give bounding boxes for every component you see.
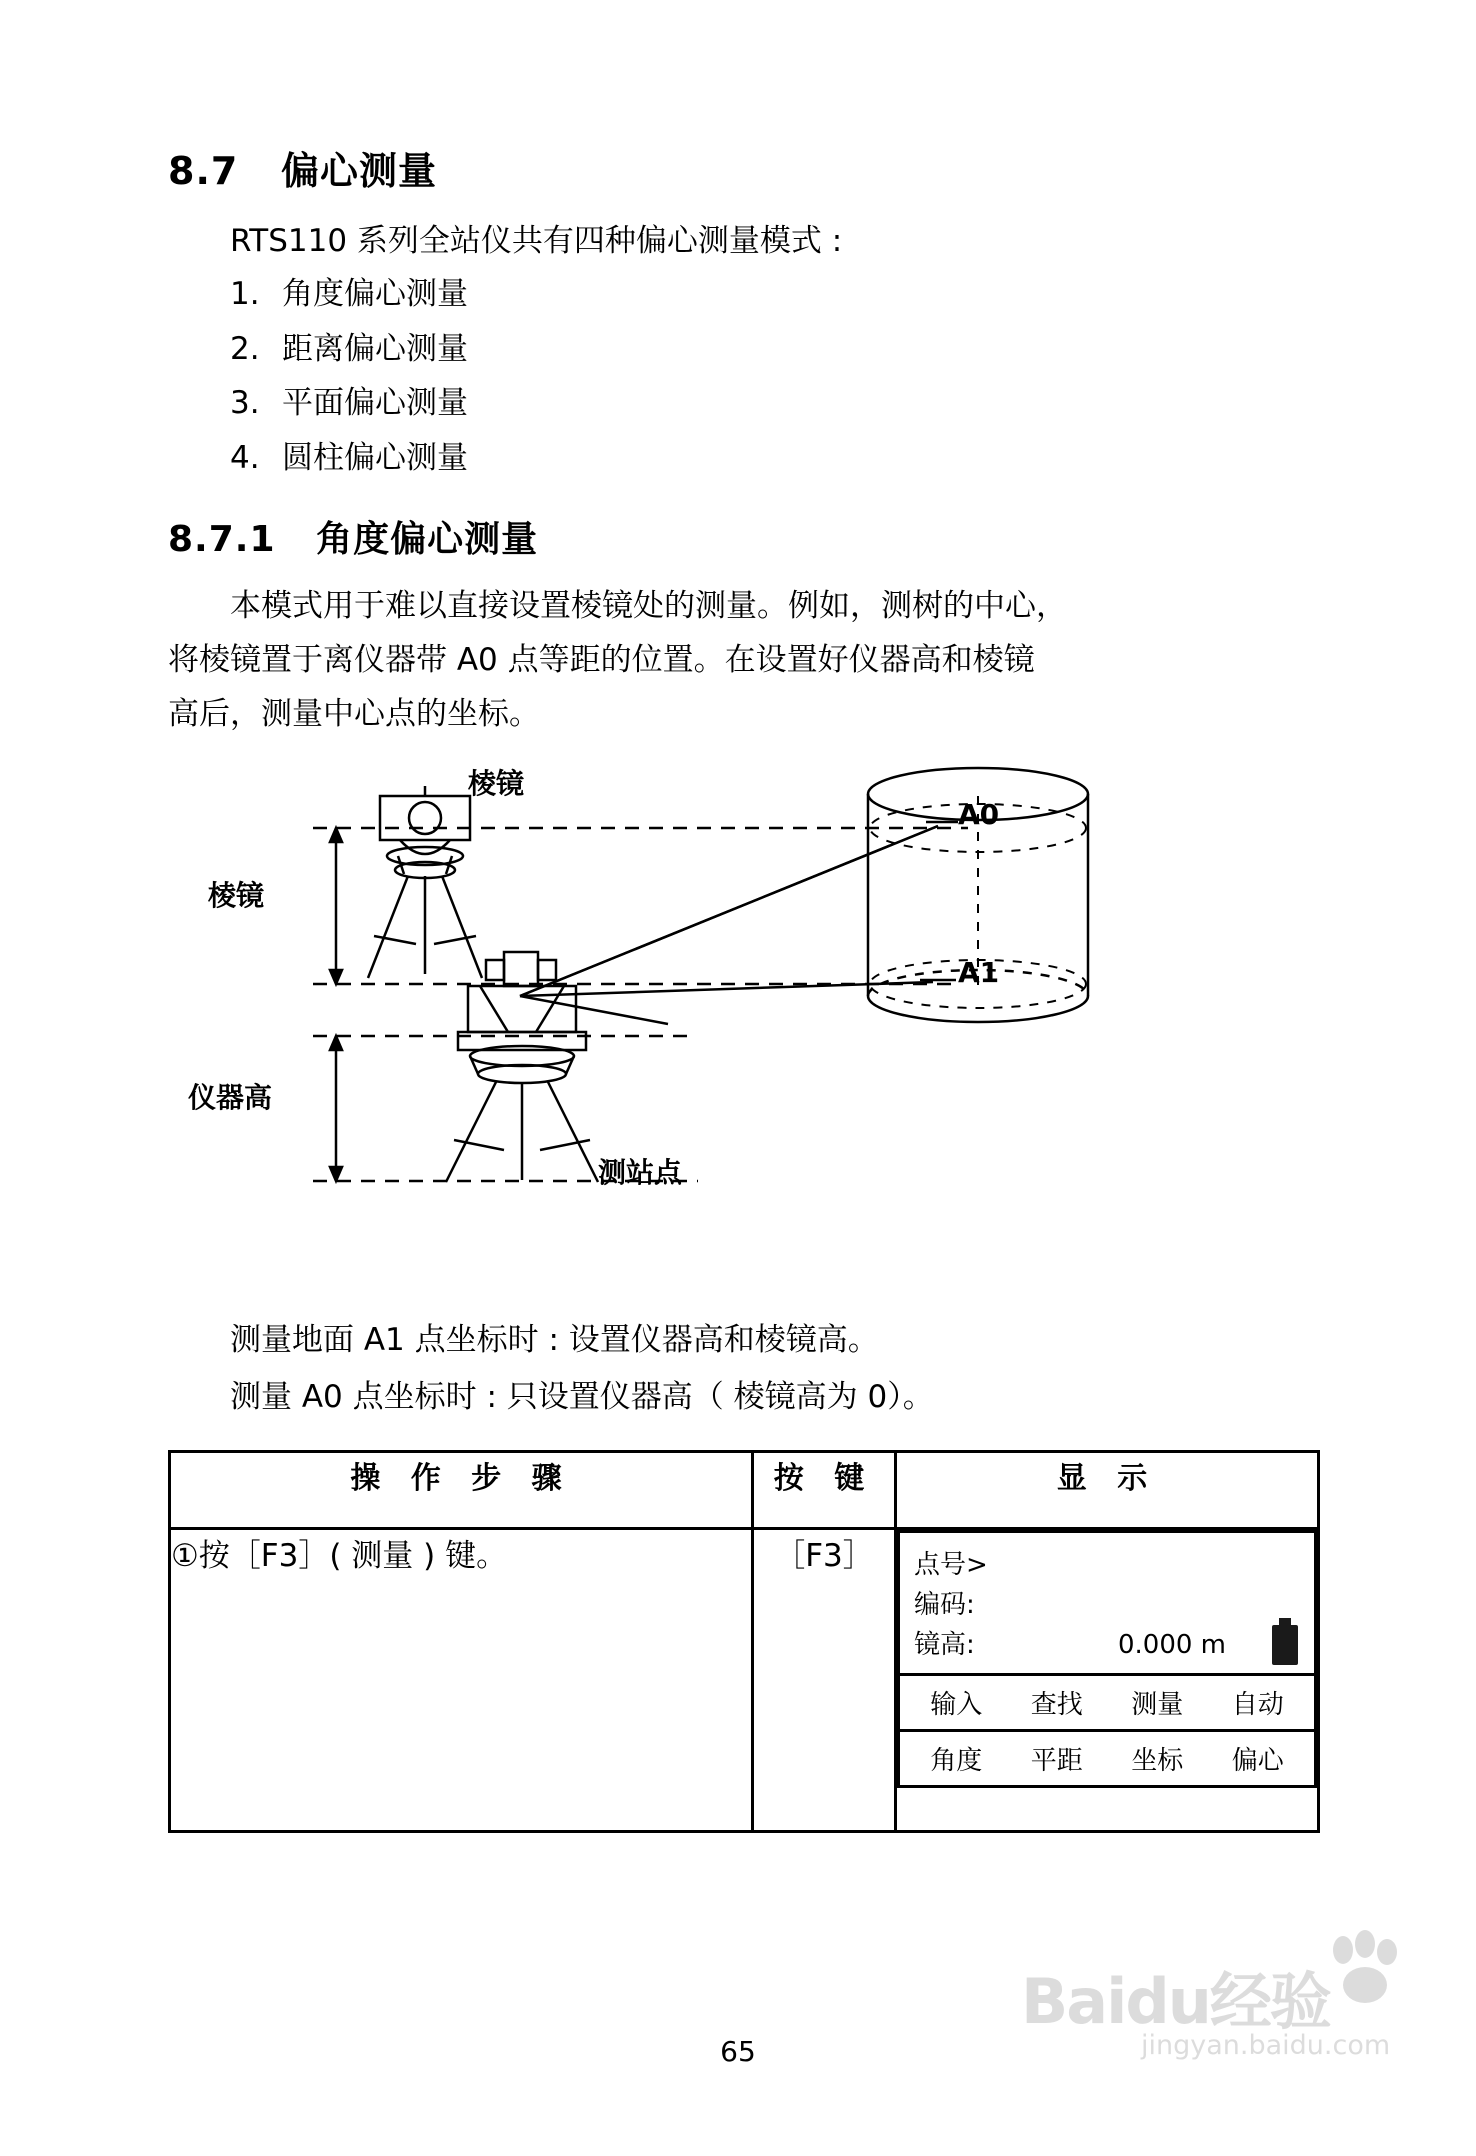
- list-item-label: 距离偏心测量: [282, 330, 468, 367]
- screen-row-prism-height: [914, 1625, 1300, 1665]
- cell-key: ［F3］: [753, 1528, 896, 1831]
- column-header-display: 显 示: [896, 1451, 1319, 1528]
- page-content: [168, 140, 1308, 1833]
- subsection-heading: [168, 511, 1308, 562]
- list-item: [230, 271, 1308, 318]
- section-title: 偏心测量: [281, 149, 438, 193]
- subsection-title: 角度偏心测量: [316, 519, 539, 561]
- table-row: [170, 1528, 1319, 1831]
- figure-label-instrument-height: 仪器高: [188, 1081, 273, 1115]
- list-item-number: 4.: [230, 439, 260, 476]
- paragraph-line: 将棱镜置于离仪器带 A0 点等距的位置。在设置好仪器高和棱镜: [168, 642, 1035, 679]
- list-item-label: 角度偏心测量: [282, 276, 468, 313]
- modes-list: [168, 271, 1308, 481]
- softkey-angle[interactable]: 角度: [930, 1746, 983, 1777]
- column-header-key: 按 键: [753, 1451, 896, 1528]
- paragraph-line: 高后，测量中心点的坐标。: [168, 696, 540, 733]
- instrument-screen: [897, 1530, 1317, 1789]
- diagram-svg: [168, 756, 1308, 1296]
- procedure-table: [168, 1450, 1320, 1833]
- softkey-auto[interactable]: 自动: [1231, 1690, 1284, 1721]
- paw-icon: [1321, 1930, 1411, 2010]
- watermark-subtext: jingyan.baidu.com: [1141, 2030, 1391, 2061]
- battery-icon: [1272, 1625, 1298, 1665]
- note-line: 测量地面 A1 点坐标时 : 设置仪器高和棱镜高。: [230, 1322, 879, 1359]
- screen-softkey-row-1: [900, 1673, 1314, 1729]
- list-item: [230, 326, 1308, 373]
- subsection-number: 8.7.1: [168, 519, 276, 561]
- softkey-coordinate[interactable]: 坐标: [1131, 1746, 1184, 1777]
- list-item-label: 圆柱偏心测量: [282, 439, 468, 476]
- figure-notes: [168, 1314, 1308, 1423]
- screen-softkey-row-2: [900, 1729, 1314, 1785]
- list-item-label: 平面偏心测量: [282, 385, 468, 422]
- table-header-row: [170, 1451, 1319, 1528]
- column-header-operation: 操 作 步 骤: [170, 1451, 753, 1528]
- list-item: [230, 380, 1308, 427]
- screen-label: 镜高:: [914, 1630, 975, 1661]
- screen-label: 点号>: [914, 1549, 988, 1580]
- section-heading: [168, 140, 1308, 195]
- softkey-measure[interactable]: 测量: [1131, 1690, 1184, 1721]
- softkey-horizontal-distance[interactable]: 平距: [1030, 1746, 1083, 1777]
- screen-value: 0.000 m: [1117, 1630, 1227, 1661]
- softkey-offset[interactable]: 偏心: [1231, 1746, 1284, 1777]
- cell-operation: ①按［F3］( 测量 ) 键。: [170, 1528, 753, 1831]
- page-number: 65: [720, 2035, 756, 2068]
- screen-label: 编码:: [914, 1589, 975, 1620]
- section-number: 8.7: [168, 149, 239, 193]
- watermark-text: Baidu经验: [1021, 1965, 1330, 2038]
- note-line: 测量 A0 点坐标时 : 只设置仪器高（ 棱镜高为 0）。: [230, 1378, 934, 1415]
- figure-label-station-point: 测站点: [598, 1156, 683, 1190]
- list-item-number: 1.: [230, 276, 260, 313]
- list-item-number: 3.: [230, 385, 260, 422]
- softkey-search[interactable]: 查找: [1030, 1690, 1083, 1721]
- cell-display: [896, 1528, 1319, 1831]
- list-item-number: 2.: [230, 330, 260, 367]
- section-intro: RTS110 系列全站仪共有四种偏心测量模式 :: [230, 223, 843, 259]
- screen-text-area: [900, 1533, 1314, 1674]
- softkey-input[interactable]: 输入: [930, 1690, 983, 1721]
- list-item: [230, 435, 1308, 482]
- screen-row-point-number: [914, 1545, 1300, 1585]
- screen-row-code: [914, 1585, 1300, 1625]
- offset-measurement-diagram: [168, 756, 1308, 1296]
- figure-label-a0: A0: [958, 798, 1000, 832]
- figure-label-prism-height: 棱镜: [208, 879, 265, 913]
- figure-label-a1: A1: [958, 956, 1000, 990]
- subsection-paragraph: [168, 582, 1308, 738]
- paragraph-line: 本模式用于难以直接设置棱镜处的测量。例如，测树的中心，: [230, 588, 1067, 625]
- figure-label-prism-top: 棱镜: [468, 767, 525, 801]
